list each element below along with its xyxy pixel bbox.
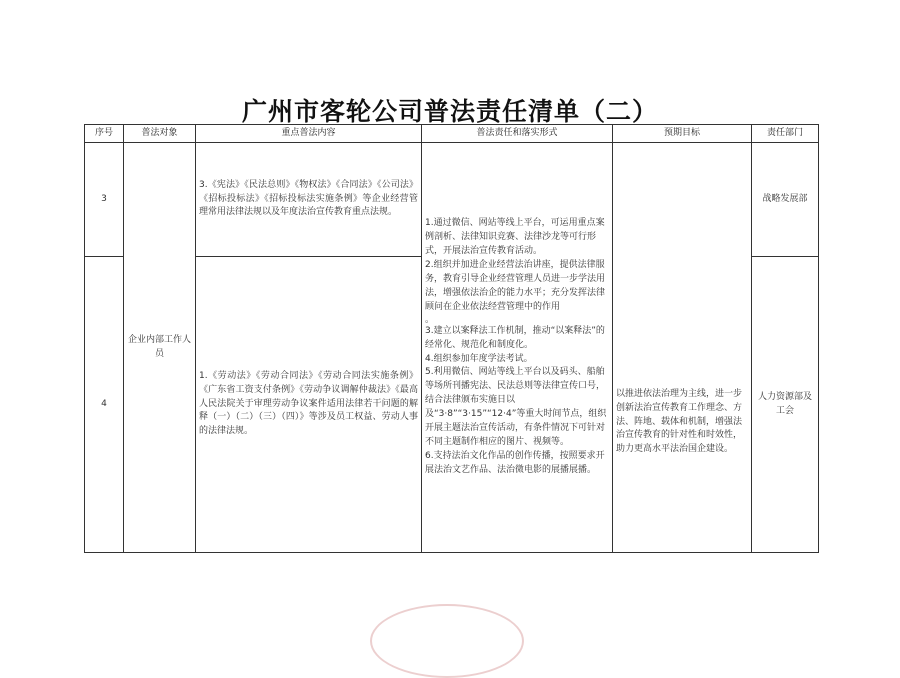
header-measures: 普法责任和落实形式 xyxy=(422,125,613,143)
responsibility-table xyxy=(84,124,819,553)
law-content: 1.《劳动法》《劳动合同法》《劳动合同法实施条例》《广东省工资支付条例》《劳动争议调解仲裁法》《最高人民法院关于审理劳动争议案件适用法律若干问题的解释（一）（二）（三）（四）》等涉及员工权益、劳动人事的法律法规。 xyxy=(196,257,422,553)
measure-item: 3.建立以案释法工作机制，推动“以案释法”的经常化、规范化和制度化。 xyxy=(425,325,605,350)
header-goal: 预期目标 xyxy=(613,125,752,143)
measure-item: 2.组织并加进企业经营法治讲座，提供法律服务，教育引导企业经营管理人员进一步学法用法，增强依法治企的能力水平；充分发挥法律顾问在企业依法经营管理中的作用 xyxy=(425,259,606,312)
header-content: 重点普法内容 xyxy=(196,125,422,143)
expected-goal xyxy=(613,143,752,553)
measures-cell xyxy=(422,143,613,553)
official-seal xyxy=(370,604,524,678)
table-header-row xyxy=(85,125,819,143)
row-index: 3 xyxy=(85,143,124,257)
row-dept: 人力资源部及工会 xyxy=(752,257,819,553)
goal-text: 以推进依法治理为主线，进一步创新法治宣传教育工作理念、方法、阵地、载体和机制，增强法治宣传教育的针对性和时效性，助力更高水平法治国企建设。 xyxy=(616,388,743,455)
page-title: 广州市客轮公司普法责任清单（二） xyxy=(241,97,658,126)
row-dept: 战略发展部 xyxy=(752,143,819,257)
law-target: 企业内部工作人员 xyxy=(124,143,196,553)
table-row xyxy=(85,143,819,257)
measure-item: 5.利用微信、网站等线上平台以及码头、船舶等场所刊播宪法、民法总则等法律宣传口号，结合法律颁布实施日以及“3·8”“3·15”“12·4”等重大时间节点，组织开展主题法治宣传活动，有条件情况下可针对不同主题制作相应的图片、视频等。 xyxy=(425,367,607,448)
header-index: 序号 xyxy=(85,125,124,143)
header-target: 普法对象 xyxy=(124,125,196,143)
row-index: 4 xyxy=(85,257,124,553)
measure-item: 。 xyxy=(425,314,435,325)
measure-item: 1.通过微信、网站等线上平台，可运用重点案例剖析、法律知识竞赛、法律沙龙等可行形式，开展法治宣传教育活动。 xyxy=(425,218,605,256)
measure-item: 6.支持法治文化作品的创作传播，按照要求开展法治文艺作品、法治微电影的展播展播。 xyxy=(425,451,605,475)
law-content: 3.《宪法》《民法总则》《物权法》《合同法》《公司法》《招标投标法》《招标投标法实施条例》等企业经营管理常用法律法规以及年度法治宣传教育重点法规。 xyxy=(196,143,422,257)
header-dept: 责任部门 xyxy=(752,125,819,143)
measure-item: 4.组织参加年度学法考试。 xyxy=(425,353,533,364)
